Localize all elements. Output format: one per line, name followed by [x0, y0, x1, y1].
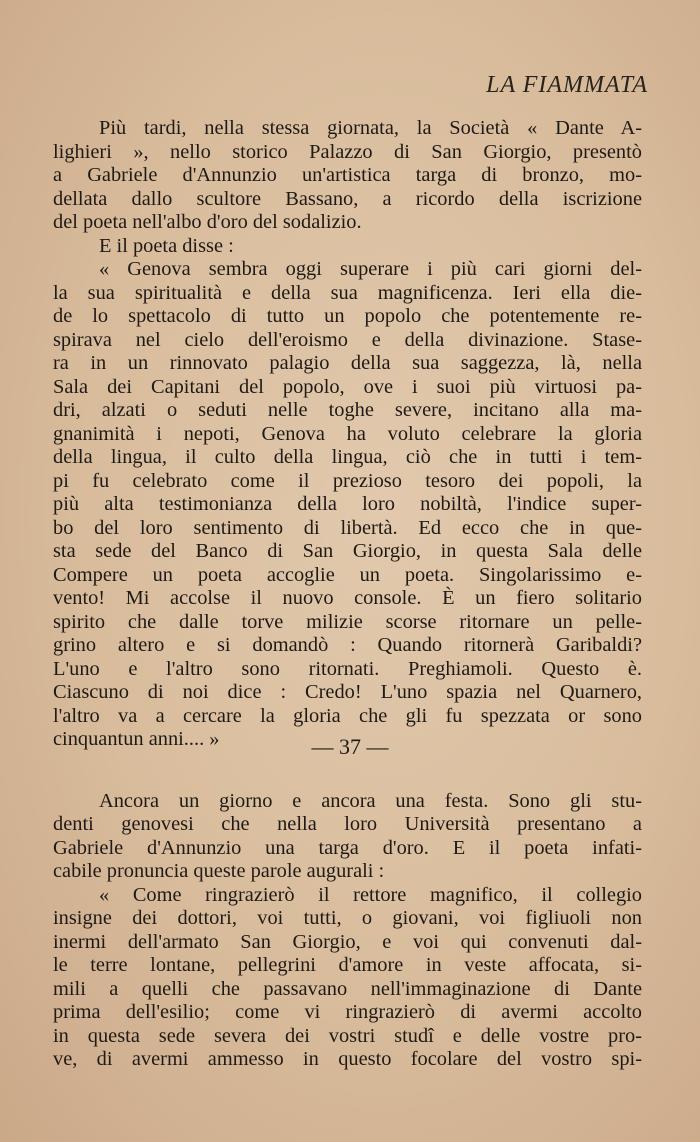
body-text: [53, 117, 642, 1072]
text-line: ra in un rinnovato palagio della sua saggezza, là, nella: [53, 352, 642, 374]
text-line: le terre lontane, pellegrini d'amore in veste affocata, si-: [53, 954, 642, 976]
text-line: del poeta nell'albo d'oro del sodalizio.: [53, 211, 362, 233]
text-line: de lo spettacolo di tutto un popolo che potentemente re-: [53, 305, 642, 327]
paragraph-poeta-disse: [53, 235, 642, 259]
text-line: insigne dei dottori, voi tutti, o giovani, voi figliuoli non: [53, 907, 642, 929]
running-head: LA FIAMMATA: [486, 72, 648, 98]
text-line: pi fu celebrato come il prezioso tesoro dei popoli, la: [53, 469, 642, 492]
text-line: ve, di avermi ammesso in questo focolare del vostro spi-: [53, 1048, 642, 1070]
text-line: sta sede del Banco di San Giorgio, in questa Sala delle: [53, 540, 642, 562]
text-line: cabile pronuncia queste parole augurali :: [53, 860, 385, 882]
text-line: più alta testimonianza della loro nobiltà, l'indice super-: [53, 493, 642, 515]
text-line: Ciascuno di noi dice : Credo! L'uno spazia nel Quarnero,: [53, 681, 642, 703]
text-line: spirito che dalle torve milizie scorse ritornare un pelle-: [53, 610, 642, 633]
text-line: l'altro va a cercare la gloria che gli fu spezzata or sono: [53, 704, 642, 727]
paragraph-discorso-universita: [53, 884, 642, 1072]
text-line: bo del loro sentimento di libertà. Ed ecco che in que-: [53, 516, 642, 539]
text-line: lighieri », nello storico Palazzo di San Giorgio, presentò: [53, 140, 642, 163]
paragraph-studenti: [53, 790, 642, 884]
paragraph-targa-bronzo: [53, 117, 642, 235]
text-line: L'uno e l'altro sono ritornati. Preghiamoli. Questo è.: [53, 657, 642, 680]
text-line: la sua spiritualità e della sua magnificenza. Ieri ella die-: [53, 281, 642, 304]
text-line: cinquantun anni.... »: [53, 728, 220, 750]
text-line: in questa sede severa dei vostri studî e delle vostre pro-: [53, 1024, 642, 1047]
text-line: dri, alzati o seduti nelle toghe severe, incitano alla ma-: [53, 399, 642, 421]
text-line: spirava nel cielo dell'eroismo e della divinazione. Stase-: [53, 328, 642, 351]
text-line: Ancora un giorno e ancora una festa. Sono gli stu-: [99, 789, 642, 812]
text-line: dellata dallo scultore Bassano, a ricordo della iscrizione: [53, 187, 642, 210]
text-line: Sala dei Capitani del popolo, ove i suoi più virtuosi pa-: [53, 375, 642, 398]
page-number: — 37 —: [311, 734, 389, 759]
text-line: mili a quelli che passavano nell'immaginazione di Dante: [53, 977, 642, 1000]
text-line: denti genovesi che nella loro Università presentano a: [53, 813, 642, 835]
text-line: prima dell'esilio; come vi ringrazierò di avermi accolto: [53, 1001, 642, 1023]
text-line: E il poeta disse :: [99, 234, 234, 257]
text-line: gnanimità i nepoti, Genova ha voluto celebrare la gloria: [53, 422, 642, 445]
text-line: grino altero e si domandò : Quando ritornerà Garibaldi?: [53, 634, 642, 656]
text-line: « Come ringrazierò il rettore magnifico, il collegio: [99, 883, 642, 906]
text-line: Compere un poeta accoglie un poeta. Singolarissimo e-: [53, 563, 642, 586]
text-line: Gabriele d'Annunzio una targa d'oro. E il poeta infati-: [53, 836, 642, 859]
text-line: « Genova sembra oggi superare i più cari giorni del-: [99, 258, 642, 280]
text-line: a Gabriele d'Annunzio un'artistica targa di bronzo, mo-: [53, 164, 642, 186]
text-line: inermi dell'armato San Giorgio, e voi qui convenuti dal-: [53, 930, 642, 953]
text-line: vento! Mi accolse il nuovo console. È un fiero solitario: [53, 587, 642, 609]
text-line: Più tardi, nella stessa giornata, la Società « Dante A-: [99, 117, 642, 139]
paragraph-discorso-genova: [53, 258, 642, 752]
text-line: della lingua, il culto della lingua, ciò che in tutti i tem-: [53, 446, 642, 468]
